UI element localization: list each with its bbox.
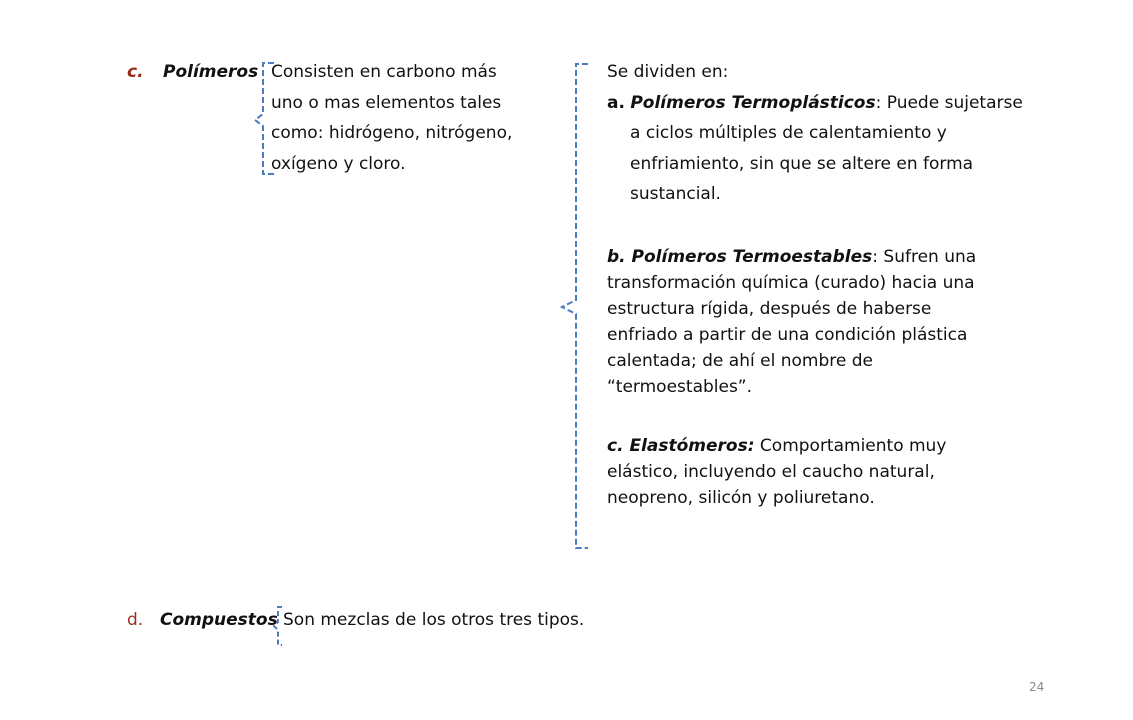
brace-polymer-types: [556, 62, 596, 554]
type-b-desc-line: enfriado a partir de una condición plástica: [607, 325, 968, 345]
type-c-name: c. Elastómeros:: [607, 436, 755, 456]
type-b-block: [607, 244, 1027, 400]
type-c-line: [607, 433, 1027, 459]
type-a-desc: Puede sujetarse: [881, 92, 1023, 113]
type-b-desc-line: calentada; de ahí el nombre de: [607, 351, 873, 371]
type-a-desc-line: sustancial.: [630, 184, 721, 204]
type-a-prefix: a.: [607, 92, 625, 113]
type-b-line: [607, 244, 1027, 270]
page-number: 24: [1029, 680, 1045, 694]
type-b-desc: Sufren una: [878, 247, 977, 267]
section-c-letter: c.: [127, 62, 144, 82]
type-b-name: b. Polímeros Termoestables: [607, 247, 873, 267]
section-d-definition: Son mezclas de los otros tres tipos.: [283, 610, 585, 630]
type-a-desc-line: enfriamiento, sin que se altere en forma: [630, 153, 974, 174]
divide-intro: Se dividen en:: [607, 62, 729, 82]
type-b-sep: :: [872, 247, 879, 267]
type-a-desc-line: a ciclos múltiples de calentamiento y: [630, 123, 947, 143]
definition-line: Consisten en carbono más: [271, 62, 497, 82]
polymer-types-intro: [607, 57, 1027, 210]
definition-line: oxígeno y cloro.: [271, 153, 406, 174]
type-b-desc-line: estructura rígida, después de haberse: [607, 299, 932, 319]
type-b-desc-line: “termoestables”.: [607, 377, 753, 397]
type-a-sep: :: [875, 92, 882, 113]
type-a-line: [607, 88, 1027, 119]
type-c-desc: Comportamiento muy: [754, 436, 947, 456]
section-c-term: Polímeros: [163, 62, 259, 82]
type-a-name: Polímeros Termoplásticos: [630, 92, 876, 113]
section-c-definition: [271, 57, 561, 179]
section-d-term: Compuestos: [160, 610, 278, 630]
type-c-desc-line: neopreno, silicón y poliuretano.: [607, 488, 875, 508]
definition-line: uno o mas elementos tales: [271, 92, 502, 113]
type-c-block: [607, 433, 1027, 511]
type-c-desc-line: elástico, incluyendo el caucho natural,: [607, 462, 935, 482]
definition-line: como: hidrógeno, nitrógeno,: [271, 123, 513, 143]
type-b-desc-line: transformación química (curado) hacia una: [607, 273, 975, 293]
section-d-letter: d.: [127, 610, 144, 630]
